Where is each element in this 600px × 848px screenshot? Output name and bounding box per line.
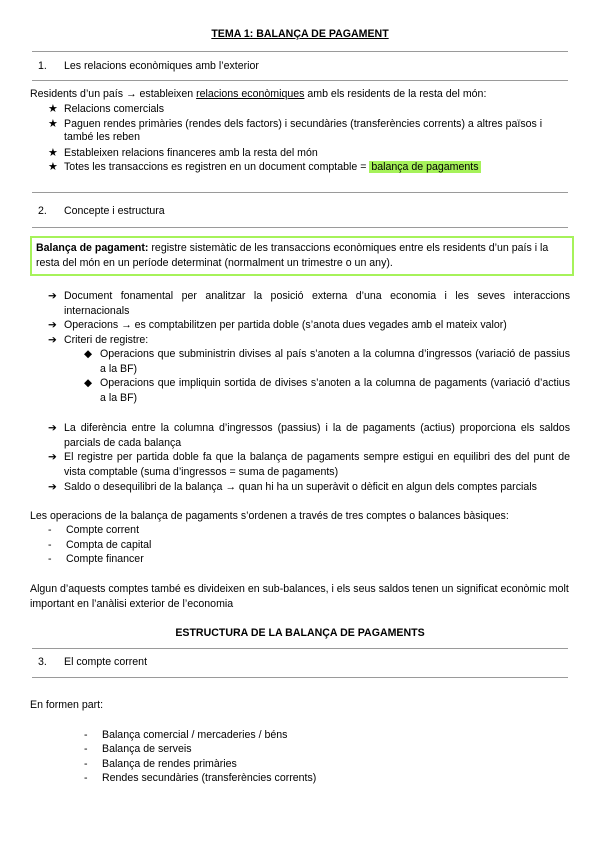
divider [32,51,568,52]
sub-list-item [84,376,570,406]
arrow-icon: ➔ [48,290,57,302]
list-item [48,450,570,480]
list-item [48,102,164,115]
list-item [84,758,237,770]
list-item [84,772,316,784]
section-label: Les relacions econòmiques amb l’exterior [64,60,259,72]
arrow-icon: ➔ [48,481,57,493]
section-number: 2. [38,205,47,217]
list-item-text: El registre per partida doble fa que la balança de pagaments sempre estigui en equilibri des del punt de vista comptable (suma d’ingressos = suma de pagaments) [64,451,570,478]
intro-text: Residents d’un país → estableixen [30,88,197,100]
intro-paragraph [30,88,486,100]
list-item [48,318,570,333]
list-item [48,117,542,130]
star-icon: ★ [48,118,58,130]
list-item-text: Saldo o desequilibri de la balança → quan hi ha un superàvit o dèficit en algun dels comptes parcials [64,481,537,493]
list-item-text: Compte corrent [66,524,140,536]
list-item-text: Estableixen relacions financeres amb la resta del món [64,147,318,159]
document-title: TEMA 1: BALANÇA DE PAGAMENT [211,28,389,40]
section-1-heading [38,60,259,72]
list-item-text: Document fonamental per analitzar la posició externa d’una economia i les seves interaccions internacionals [64,290,570,317]
section-2-heading [38,205,165,217]
dash-bullet: - [84,758,88,770]
list-item-text: Compte financer [66,553,144,565]
divider [32,80,568,81]
parts-intro: En formen part: [30,699,104,711]
dash-bullet: - [84,729,88,741]
highlighted-term: balança de pagaments [371,161,479,173]
star-icon: ★ [48,161,58,173]
list-item-text: Balança comercial / mercaderies / béns [102,729,288,741]
arrow-icon: ➔ [48,319,57,331]
list-item [48,333,570,348]
dash-bullet: - [84,743,88,755]
dash-bullet: - [48,539,52,551]
list-item [84,743,192,755]
list-item [48,289,570,319]
dash-bullet: - [48,524,52,536]
divider [32,227,568,228]
list-item-text: Balança de serveis [102,743,192,755]
list-item-text: Balança de rendes primàries [102,758,237,770]
sub-list-item-text: Operacions que subministrin divises al país s’anoten a la columna d’ingressos (variació de passius a la BF) [100,348,570,375]
list-item-text: Relacions comercials [64,103,165,115]
definition-term: Balança de pagament: [36,242,149,254]
list-item-text: Compta de capital [66,539,152,551]
section-number: 1. [38,60,47,72]
list-item [48,524,139,536]
arrow-icon: ➔ [48,422,57,434]
divider [32,648,568,649]
list-item [48,421,570,451]
arrow-icon: ➔ [48,334,57,346]
divider [32,677,568,678]
dash-bullet: - [84,772,88,784]
paragraph: Algun d’aquests comptes també es divideixen en sub-balances, i els seus saldos tenen un significat econòmic molt important en l’anàlisi exterior de l’economia [30,583,569,610]
section-3-heading [38,656,147,668]
list-item [48,480,570,495]
section-number: 3. [38,656,47,668]
star-icon: ★ [48,103,58,115]
arrow-icon: ➔ [48,451,57,463]
intro-text-end: amb els residents de la resta del món: [304,88,487,100]
list-item [48,553,144,565]
list-item [48,539,151,551]
diamond-icon: ◆ [84,377,93,389]
list-item-text: Paguen rendes primàries (rendes dels factors) i secundàries (transferències corrents) a altres països i [64,118,543,130]
list-item-text: Criteri de registre: [64,334,149,346]
definition-box [30,236,574,276]
list-item [84,729,287,741]
list-item-continuation: també les reben [64,131,140,143]
list-item-text: Operacions → es comptabilitzen per partida doble (s’anota dues vegades amb el mateix valor) [64,319,507,331]
divider [32,192,568,193]
structure-title: ESTRUCTURA DE LA BALANÇA DE PAGAMENTS [175,627,425,639]
list-item-text: Totes les transaccions es registren en un document comptable = [64,161,370,173]
diamond-icon: ◆ [84,348,93,360]
list-item-text: Rendes secundàries (transferències corrents) [102,772,317,784]
sub-list-item [84,347,570,377]
list-item-text: La diferència entre la columna d’ingressos (passius) i la de pagaments (actius) proporciona els saldos parcials de cada balança [64,422,570,449]
star-icon: ★ [48,147,58,159]
section-label: El compte corrent [64,656,148,668]
intro-underlined-term: relacions econòmiques [196,88,305,100]
section-label: Concepte i estructura [64,205,165,217]
list-item [48,146,318,159]
accounts-intro: Les operacions de la balança de pagaments s’ordenen a través de tres comptes o balances bàsiques: [30,510,509,522]
list-item [48,160,481,173]
dash-bullet: - [48,553,52,565]
sub-list-item-text: Operacions que impliquin sortida de divises s’anoten a la columna de pagaments (variació d’actius a la BF) [100,377,570,404]
definition-text: registre sistemàtic de les transaccions econòmiques entre els residents d’un país i la resta del món en un període determinat (normalment un trimestre o un any). [36,242,549,269]
